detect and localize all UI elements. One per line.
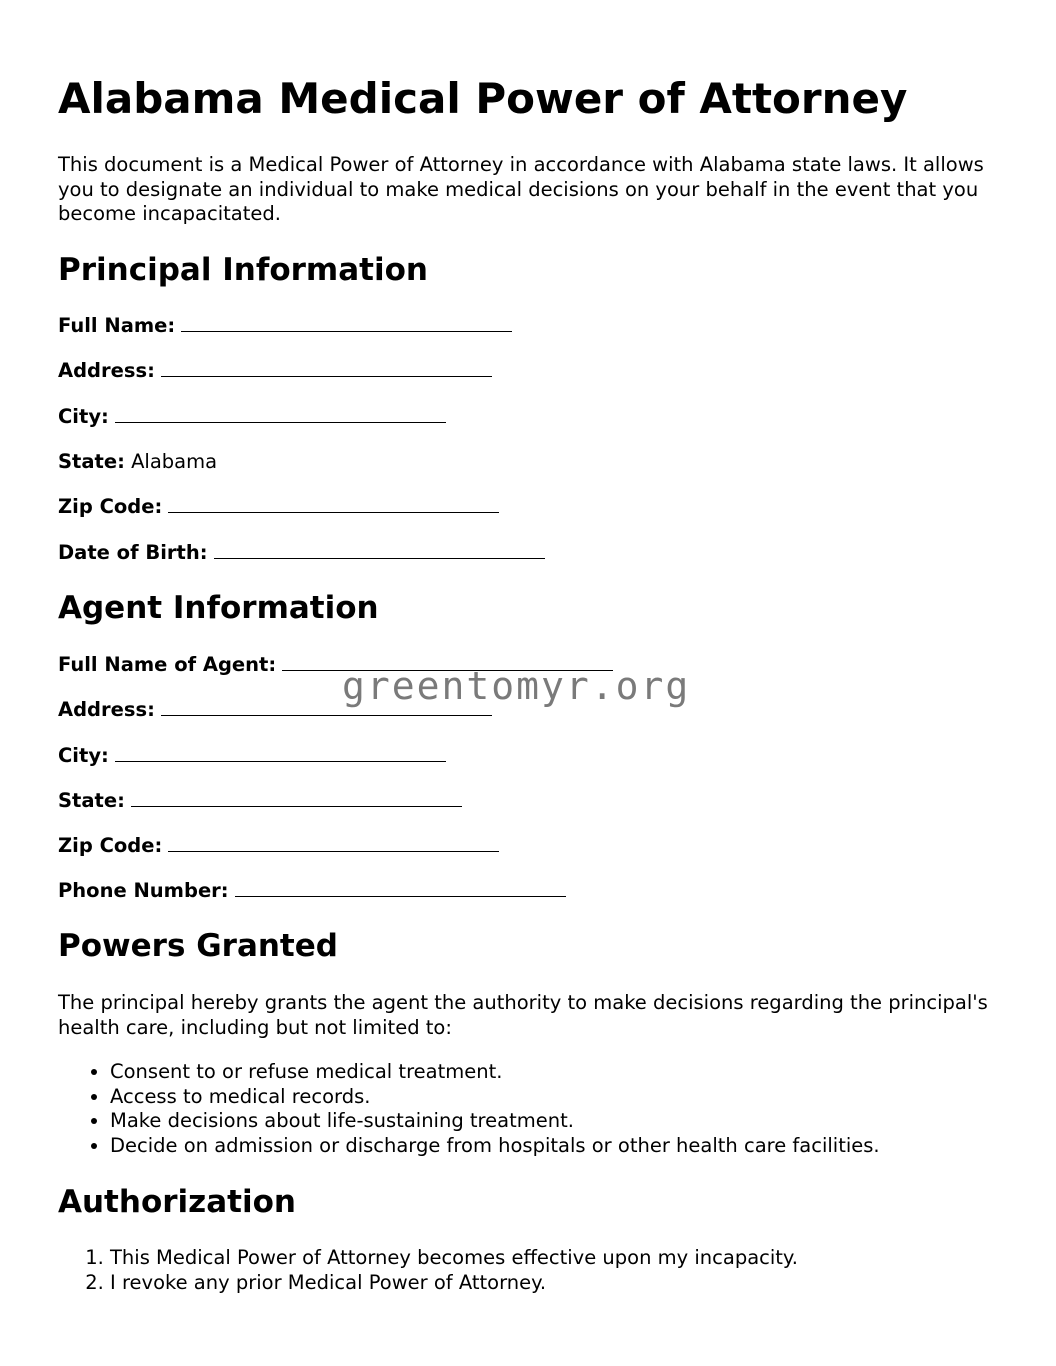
authorization-list	[58, 1246, 798, 1295]
powers-list	[58, 1060, 880, 1158]
principal-address-line[interactable]	[161, 358, 492, 377]
principal-state-value: Alabama	[131, 450, 218, 473]
powers-list-item: • Consent to or refuse medical treatment.	[110, 1060, 880, 1085]
principal-address-field[interactable]	[58, 358, 492, 384]
principal-heading: Principal Information	[58, 252, 428, 288]
principal-zip-field[interactable]	[58, 494, 499, 520]
powers-list-item: • Access to medical records.	[110, 1085, 880, 1110]
agent-city-label: City:	[58, 744, 109, 767]
agent-zip-line[interactable]	[168, 833, 499, 852]
principal-dob-line[interactable]	[214, 540, 545, 559]
agent-city-line[interactable]	[115, 743, 446, 762]
principal-city-line[interactable]	[115, 404, 446, 423]
authorization-list-item: 2. I revoke any prior Medical Power of Attorney.	[110, 1271, 798, 1296]
powers-paragraph: The principal hereby grants the agent the authority to make decisions regarding the principal's health care, including but not limited to:	[58, 991, 988, 1039]
principal-state-label: State:	[58, 450, 125, 473]
agent-city-field[interactable]	[58, 743, 446, 769]
agent-address-label: Address:	[58, 698, 155, 721]
principal-state-field	[58, 449, 217, 475]
principal-address-label: Address:	[58, 359, 155, 382]
principal-full-name-line[interactable]	[181, 313, 512, 332]
agent-phone-line[interactable]	[235, 878, 566, 897]
principal-zip-label: Zip Code:	[58, 495, 163, 518]
principal-full-name-label: Full Name:	[58, 314, 176, 337]
authorization-heading: Authorization	[58, 1184, 296, 1220]
agent-phone-field[interactable]	[58, 878, 566, 904]
powers-list-item: • Make decisions about life-sustaining treatment.	[110, 1109, 880, 1134]
principal-dob-label: Date of Birth:	[58, 541, 208, 564]
authorization-list-item: 1. This Medical Power of Attorney becomes effective upon my incapacity.	[110, 1246, 798, 1271]
powers-list-item: • Decide on admission or discharge from hospitals or other health care facilities.	[110, 1134, 880, 1159]
principal-city-label: City:	[58, 405, 109, 428]
agent-zip-label: Zip Code:	[58, 834, 163, 857]
principal-city-field[interactable]	[58, 404, 446, 430]
agent-zip-field[interactable]	[58, 833, 499, 859]
agent-phone-label: Phone Number:	[58, 879, 229, 902]
powers-heading: Powers Granted	[58, 928, 338, 964]
principal-dob-field[interactable]	[58, 540, 545, 566]
principal-full-name-field[interactable]	[58, 313, 512, 339]
intro-paragraph: This document is a Medical Power of Attorney in accordance with Alabama state laws. It allows you to designate an individual to make medical decisions on your behalf in the event that you become incapacitated.	[58, 153, 984, 225]
document-title: Alabama Medical Power of Attorney	[58, 74, 908, 123]
agent-heading: Agent Information	[58, 590, 379, 626]
agent-state-line[interactable]	[131, 788, 462, 807]
agent-full-name-label: Full Name of Agent:	[58, 653, 277, 676]
watermark: greentomyr.org	[342, 664, 691, 708]
agent-state-field[interactable]	[58, 788, 462, 814]
principal-zip-line[interactable]	[168, 494, 499, 513]
agent-state-label: State:	[58, 789, 125, 812]
